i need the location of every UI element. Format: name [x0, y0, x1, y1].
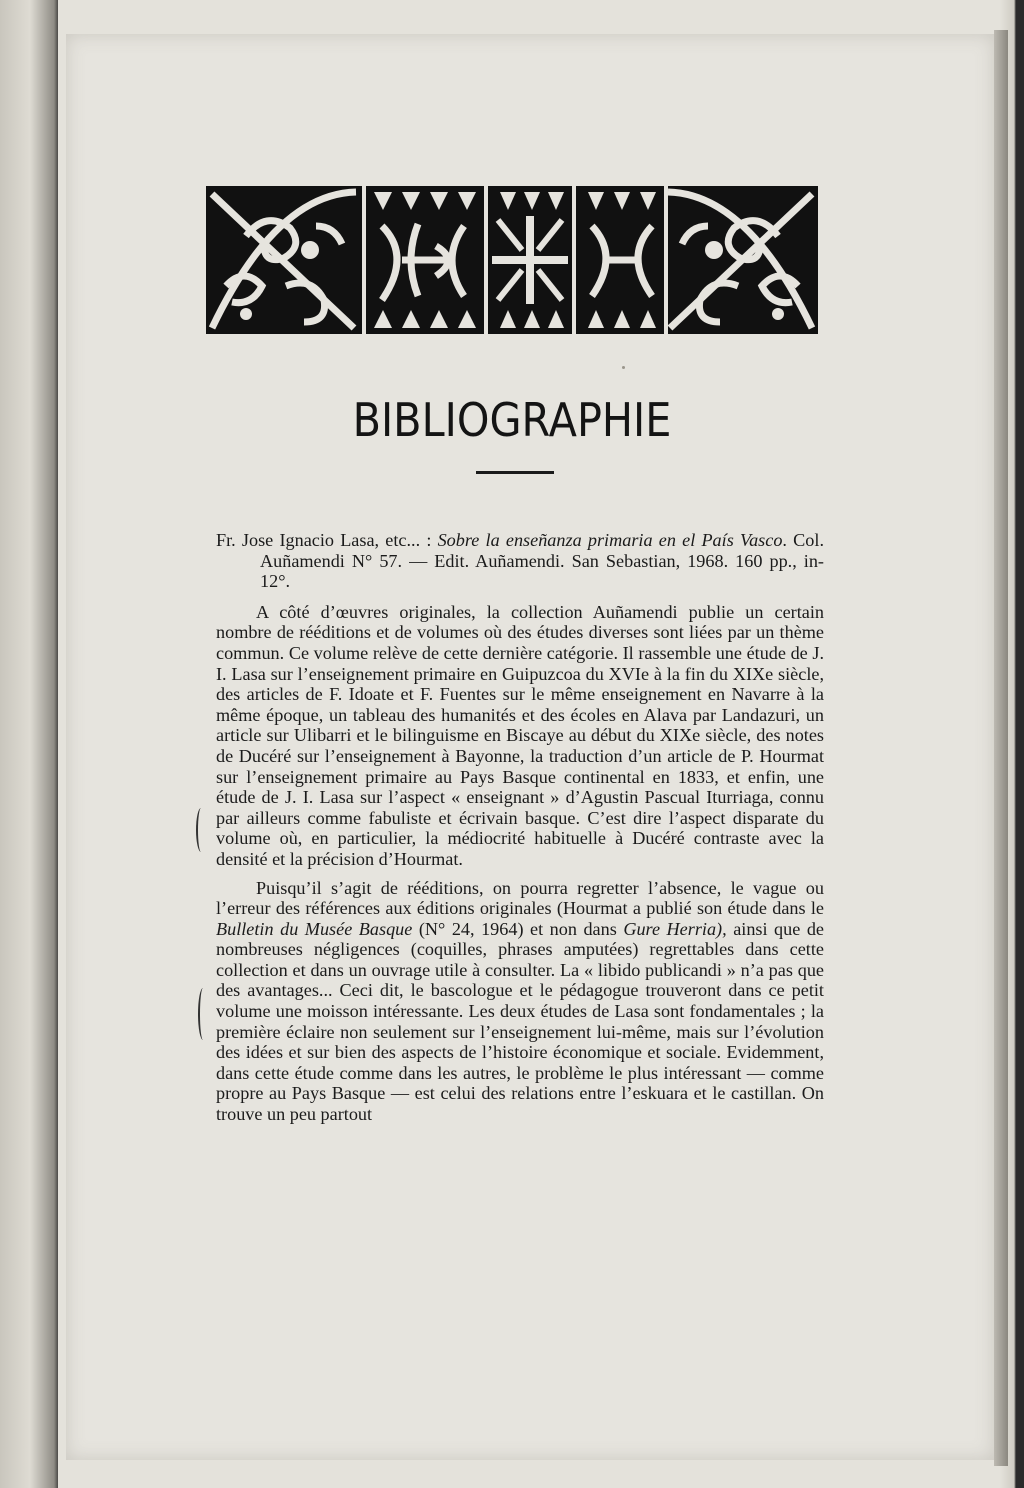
bibliographic-entry — [216, 530, 824, 592]
entry-book-title: Sobre la enseñanza primaria en el País Vasco — [437, 530, 783, 550]
entry-details: . Col. Auñamendi N° 57. — Edit. Auñamendi. San Sebastian, 1968. 160 pp., in-12°. — [260, 530, 824, 592]
page-edge-shadow — [994, 30, 1008, 1466]
previous-page-edge — [0, 0, 58, 1488]
title-divider — [476, 471, 554, 474]
pencil-margin-mark — [196, 808, 206, 852]
paper-speck — [622, 366, 625, 369]
review-text — [216, 530, 824, 1129]
journal-title-2: Gure Herria), — [623, 918, 727, 939]
page-title: BIBLIOGRAPHIE — [352, 393, 672, 447]
paragraph-1: A côté d’œuvres originales, la collection Auñamendi publie un certain nombre de rééditions et de volumes où des études diverses sont liées par un thème commun. Ce volume relève de cette dernière catégorie. Il rassemble une étude de J. I. Lasa sur l’enseignement primaire en Guipuzcoa du XVIe à la fin du XIXe siècle, des articles de F. Idoate et F. Fuentes sur le même enseignement en Navarre à la même époque, un tableau des humanités et des écoles en Alava par Landazuri, un article sur Ulibarri et le bilinguisme en Biscaye au début du XIXe siècle, des notes de Ducéré sur l’enseignement à Bayonne, la traduction d’un article de P. Hourmat sur l’enseignement primaire au Pays Basque continental en 1833, et enfin, une étude de J. I. Lasa sur l’aspect « enseignant » d’Agustin Pascual Iturriaga, connu par ailleurs comme fabuliste et écrivain basque. C’est dire l’aspect disparate du volume où, en particulier, la médiocrité habituelle à Ducéré contraste avec la densité et la précision d’Hourmat. — [216, 601, 824, 869]
ornamental-frieze-icon — [206, 186, 818, 334]
journal-title: Bulletin du Musée Basque — [216, 918, 413, 939]
paragraph-2-part-3: ainsi que de nombreuses négligences (coquilles, phrases amputées) regrettables dans cette collection et dans un ouvrage utile à consulter. La « libido publicandi » n’a pas que des avantages... Ceci dit, le bascologue et le pédagogue trouveront dans ce petit volume une moisson intéressante. Les deux études de Lasa sont fondamentales ; la première éclaire non seulement sur l’enseignement lui-même, mais sur l’évolution des idées et sur bien des aspects de l’histoire économique et sociale. Evidemment, dans cette étude comme dans les autres, le problème le plus intéressant — comme propre au Pays Basque — est celui des relations entre l’eskuara et le castillan. On trouve un peu partout — [216, 918, 824, 1125]
pencil-margin-mark — [198, 988, 208, 1040]
paragraph-2 — [216, 878, 824, 1125]
paragraph-2-part-2: (N° 24, 1964) et non dans — [412, 918, 624, 939]
entry-author: Fr. Jose Ignacio Lasa, etc... : — [216, 530, 438, 550]
paragraph-2-part-1: Puisqu’il s’agit de rééditions, on pourra regretter l’absence, le vague ou l’erreur des références aux éditions originales (Hourmat a publié son étude dans le — [216, 877, 824, 919]
